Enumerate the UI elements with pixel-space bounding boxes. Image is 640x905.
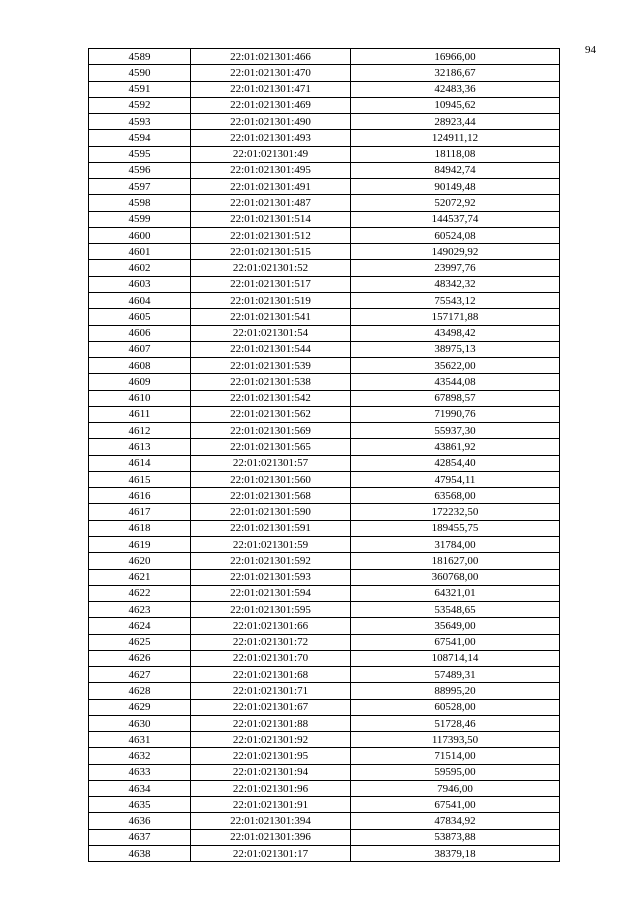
table-row <box>89 569 560 585</box>
value-cell: 181627,00 <box>351 553 560 569</box>
value-cell: 59595,00 <box>351 764 560 780</box>
table-row <box>89 358 560 374</box>
table-row <box>89 260 560 276</box>
value-cell: 42483,36 <box>351 81 560 97</box>
table-row <box>89 829 560 845</box>
row-number-cell: 4613 <box>89 439 191 455</box>
value-cell: 23997,76 <box>351 260 560 276</box>
value-cell: 35622,00 <box>351 358 560 374</box>
value-cell: 55937,30 <box>351 423 560 439</box>
value-cell: 71990,76 <box>351 406 560 422</box>
value-cell: 67898,57 <box>351 390 560 406</box>
cadastral-number-cell: 22:01:021301:495 <box>191 162 351 178</box>
cadastral-number-cell: 22:01:021301:538 <box>191 374 351 390</box>
cadastral-number-cell: 22:01:021301:487 <box>191 195 351 211</box>
value-cell: 10945,62 <box>351 97 560 113</box>
cadastral-number-cell: 22:01:021301:593 <box>191 569 351 585</box>
registry-table <box>88 48 560 862</box>
row-number-cell: 4637 <box>89 829 191 845</box>
row-number-cell: 4612 <box>89 423 191 439</box>
row-number-cell: 4618 <box>89 520 191 536</box>
value-cell: 172232,50 <box>351 504 560 520</box>
cadastral-number-cell: 22:01:021301:96 <box>191 780 351 796</box>
cadastral-number-cell: 22:01:021301:59 <box>191 536 351 552</box>
cadastral-number-cell: 22:01:021301:517 <box>191 276 351 292</box>
cadastral-number-cell: 22:01:021301:88 <box>191 715 351 731</box>
value-cell: 144537,74 <box>351 211 560 227</box>
cadastral-number-cell: 22:01:021301:514 <box>191 211 351 227</box>
value-cell: 16966,00 <box>351 49 560 65</box>
table-row <box>89 764 560 780</box>
cadastral-number-cell: 22:01:021301:54 <box>191 325 351 341</box>
value-cell: 51728,46 <box>351 715 560 731</box>
row-number-cell: 4598 <box>89 195 191 211</box>
table-row <box>89 406 560 422</box>
cadastral-number-cell: 22:01:021301:512 <box>191 227 351 243</box>
cadastral-number-cell: 22:01:021301:594 <box>191 585 351 601</box>
row-number-cell: 4610 <box>89 390 191 406</box>
cadastral-number-cell: 22:01:021301:72 <box>191 634 351 650</box>
table-row <box>89 715 560 731</box>
value-cell: 90149,48 <box>351 179 560 195</box>
table-row <box>89 244 560 260</box>
table-row <box>89 325 560 341</box>
row-number-cell: 4632 <box>89 748 191 764</box>
cadastral-number-cell: 22:01:021301:49 <box>191 146 351 162</box>
value-cell: 43544,08 <box>351 374 560 390</box>
value-cell: 48342,32 <box>351 276 560 292</box>
cadastral-number-cell: 22:01:021301:470 <box>191 65 351 81</box>
value-cell: 57489,31 <box>351 667 560 683</box>
cadastral-number-cell: 22:01:021301:562 <box>191 406 351 422</box>
cadastral-number-cell: 22:01:021301:542 <box>191 390 351 406</box>
value-cell: 52072,92 <box>351 195 560 211</box>
cadastral-number-cell: 22:01:021301:519 <box>191 292 351 308</box>
table-row <box>89 146 560 162</box>
table-row <box>89 471 560 487</box>
cadastral-number-cell: 22:01:021301:394 <box>191 813 351 829</box>
cadastral-number-cell: 22:01:021301:95 <box>191 748 351 764</box>
cadastral-number-cell: 22:01:021301:493 <box>191 130 351 146</box>
table-row <box>89 634 560 650</box>
table-row <box>89 211 560 227</box>
value-cell: 63568,00 <box>351 488 560 504</box>
table-row <box>89 423 560 439</box>
value-cell: 31784,00 <box>351 536 560 552</box>
cadastral-number-cell: 22:01:021301:469 <box>191 97 351 113</box>
table-row <box>89 374 560 390</box>
row-number-cell: 4606 <box>89 325 191 341</box>
table-row <box>89 732 560 748</box>
table-row <box>89 797 560 813</box>
table-row <box>89 683 560 699</box>
row-number-cell: 4596 <box>89 162 191 178</box>
table-row <box>89 650 560 666</box>
cadastral-number-cell: 22:01:021301:94 <box>191 764 351 780</box>
value-cell: 47954,11 <box>351 471 560 487</box>
cadastral-number-cell: 22:01:021301:71 <box>191 683 351 699</box>
table-row <box>89 49 560 65</box>
row-number-cell: 4604 <box>89 292 191 308</box>
row-number-cell: 4615 <box>89 471 191 487</box>
table-row <box>89 585 560 601</box>
row-number-cell: 4629 <box>89 699 191 715</box>
registry-table-body <box>89 49 560 862</box>
value-cell: 124911,12 <box>351 130 560 146</box>
value-cell: 360768,00 <box>351 569 560 585</box>
table-row <box>89 780 560 796</box>
table-row <box>89 520 560 536</box>
table-row <box>89 813 560 829</box>
row-number-cell: 4623 <box>89 602 191 618</box>
cadastral-number-cell: 22:01:021301:52 <box>191 260 351 276</box>
table-row <box>89 488 560 504</box>
page-number: 94 <box>585 44 596 56</box>
cadastral-number-cell: 22:01:021301:595 <box>191 602 351 618</box>
table-row <box>89 81 560 97</box>
table-row <box>89 667 560 683</box>
value-cell: 53873,88 <box>351 829 560 845</box>
cadastral-number-cell: 22:01:021301:70 <box>191 650 351 666</box>
cadastral-number-cell: 22:01:021301:539 <box>191 358 351 374</box>
table-row <box>89 504 560 520</box>
cadastral-number-cell: 22:01:021301:560 <box>191 471 351 487</box>
row-number-cell: 4636 <box>89 813 191 829</box>
cadastral-number-cell: 22:01:021301:590 <box>191 504 351 520</box>
value-cell: 60528,00 <box>351 699 560 715</box>
row-number-cell: 4594 <box>89 130 191 146</box>
cadastral-number-cell: 22:01:021301:471 <box>191 81 351 97</box>
value-cell: 64321,01 <box>351 585 560 601</box>
cadastral-number-cell: 22:01:021301:17 <box>191 846 351 862</box>
table-row <box>89 618 560 634</box>
cadastral-number-cell: 22:01:021301:544 <box>191 341 351 357</box>
value-cell: 32186,67 <box>351 65 560 81</box>
row-number-cell: 4638 <box>89 846 191 862</box>
value-cell: 75543,12 <box>351 292 560 308</box>
row-number-cell: 4601 <box>89 244 191 260</box>
row-number-cell: 4627 <box>89 667 191 683</box>
value-cell: 84942,74 <box>351 162 560 178</box>
value-cell: 67541,00 <box>351 634 560 650</box>
cadastral-number-cell: 22:01:021301:491 <box>191 179 351 195</box>
row-number-cell: 4614 <box>89 455 191 471</box>
row-number-cell: 4616 <box>89 488 191 504</box>
cadastral-number-cell: 22:01:021301:515 <box>191 244 351 260</box>
table-row <box>89 162 560 178</box>
value-cell: 43498,42 <box>351 325 560 341</box>
value-cell: 71514,00 <box>351 748 560 764</box>
row-number-cell: 4589 <box>89 49 191 65</box>
value-cell: 157171,88 <box>351 309 560 325</box>
value-cell: 35649,00 <box>351 618 560 634</box>
table-row <box>89 390 560 406</box>
row-number-cell: 4635 <box>89 797 191 813</box>
cadastral-number-cell: 22:01:021301:66 <box>191 618 351 634</box>
value-cell: 7946,00 <box>351 780 560 796</box>
row-number-cell: 4630 <box>89 715 191 731</box>
cadastral-number-cell: 22:01:021301:541 <box>191 309 351 325</box>
value-cell: 108714,14 <box>351 650 560 666</box>
row-number-cell: 4597 <box>89 179 191 195</box>
row-number-cell: 4611 <box>89 406 191 422</box>
row-number-cell: 4617 <box>89 504 191 520</box>
table-row <box>89 748 560 764</box>
value-cell: 117393,50 <box>351 732 560 748</box>
table-row <box>89 195 560 211</box>
table-row <box>89 439 560 455</box>
row-number-cell: 4608 <box>89 358 191 374</box>
table-row <box>89 455 560 471</box>
value-cell: 189455,75 <box>351 520 560 536</box>
table-row <box>89 341 560 357</box>
row-number-cell: 4609 <box>89 374 191 390</box>
value-cell: 18118,08 <box>351 146 560 162</box>
cadastral-number-cell: 22:01:021301:565 <box>191 439 351 455</box>
row-number-cell: 4607 <box>89 341 191 357</box>
row-number-cell: 4620 <box>89 553 191 569</box>
cadastral-number-cell: 22:01:021301:568 <box>191 488 351 504</box>
cadastral-number-cell: 22:01:021301:91 <box>191 797 351 813</box>
row-number-cell: 4605 <box>89 309 191 325</box>
row-number-cell: 4591 <box>89 81 191 97</box>
row-number-cell: 4628 <box>89 683 191 699</box>
table-row <box>89 536 560 552</box>
table-row <box>89 292 560 308</box>
row-number-cell: 4634 <box>89 780 191 796</box>
table-row <box>89 846 560 862</box>
cadastral-number-cell: 22:01:021301:57 <box>191 455 351 471</box>
value-cell: 38379,18 <box>351 846 560 862</box>
row-number-cell: 4590 <box>89 65 191 81</box>
table-row <box>89 130 560 146</box>
row-number-cell: 4592 <box>89 97 191 113</box>
cadastral-number-cell: 22:01:021301:592 <box>191 553 351 569</box>
value-cell: 88995,20 <box>351 683 560 699</box>
table-row <box>89 179 560 195</box>
cadastral-number-cell: 22:01:021301:466 <box>191 49 351 65</box>
table-row <box>89 276 560 292</box>
row-number-cell: 4600 <box>89 227 191 243</box>
table-row <box>89 309 560 325</box>
table-row <box>89 699 560 715</box>
row-number-cell: 4595 <box>89 146 191 162</box>
value-cell: 60524,08 <box>351 227 560 243</box>
value-cell: 43861,92 <box>351 439 560 455</box>
cadastral-number-cell: 22:01:021301:68 <box>191 667 351 683</box>
table-row <box>89 602 560 618</box>
table-row <box>89 114 560 130</box>
row-number-cell: 4631 <box>89 732 191 748</box>
value-cell: 53548,65 <box>351 602 560 618</box>
cadastral-number-cell: 22:01:021301:591 <box>191 520 351 536</box>
value-cell: 47834,92 <box>351 813 560 829</box>
cadastral-number-cell: 22:01:021301:569 <box>191 423 351 439</box>
cadastral-number-cell: 22:01:021301:490 <box>191 114 351 130</box>
row-number-cell: 4622 <box>89 585 191 601</box>
row-number-cell: 4625 <box>89 634 191 650</box>
row-number-cell: 4602 <box>89 260 191 276</box>
row-number-cell: 4621 <box>89 569 191 585</box>
table-row <box>89 553 560 569</box>
cadastral-number-cell: 22:01:021301:92 <box>191 732 351 748</box>
value-cell: 42854,40 <box>351 455 560 471</box>
cadastral-number-cell: 22:01:021301:396 <box>191 829 351 845</box>
table-row <box>89 227 560 243</box>
value-cell: 149029,92 <box>351 244 560 260</box>
table-row <box>89 97 560 113</box>
row-number-cell: 4593 <box>89 114 191 130</box>
row-number-cell: 4603 <box>89 276 191 292</box>
table-row <box>89 65 560 81</box>
value-cell: 38975,13 <box>351 341 560 357</box>
cadastral-number-cell: 22:01:021301:67 <box>191 699 351 715</box>
row-number-cell: 4624 <box>89 618 191 634</box>
row-number-cell: 4599 <box>89 211 191 227</box>
value-cell: 28923,44 <box>351 114 560 130</box>
value-cell: 67541,00 <box>351 797 560 813</box>
row-number-cell: 4626 <box>89 650 191 666</box>
row-number-cell: 4633 <box>89 764 191 780</box>
row-number-cell: 4619 <box>89 536 191 552</box>
